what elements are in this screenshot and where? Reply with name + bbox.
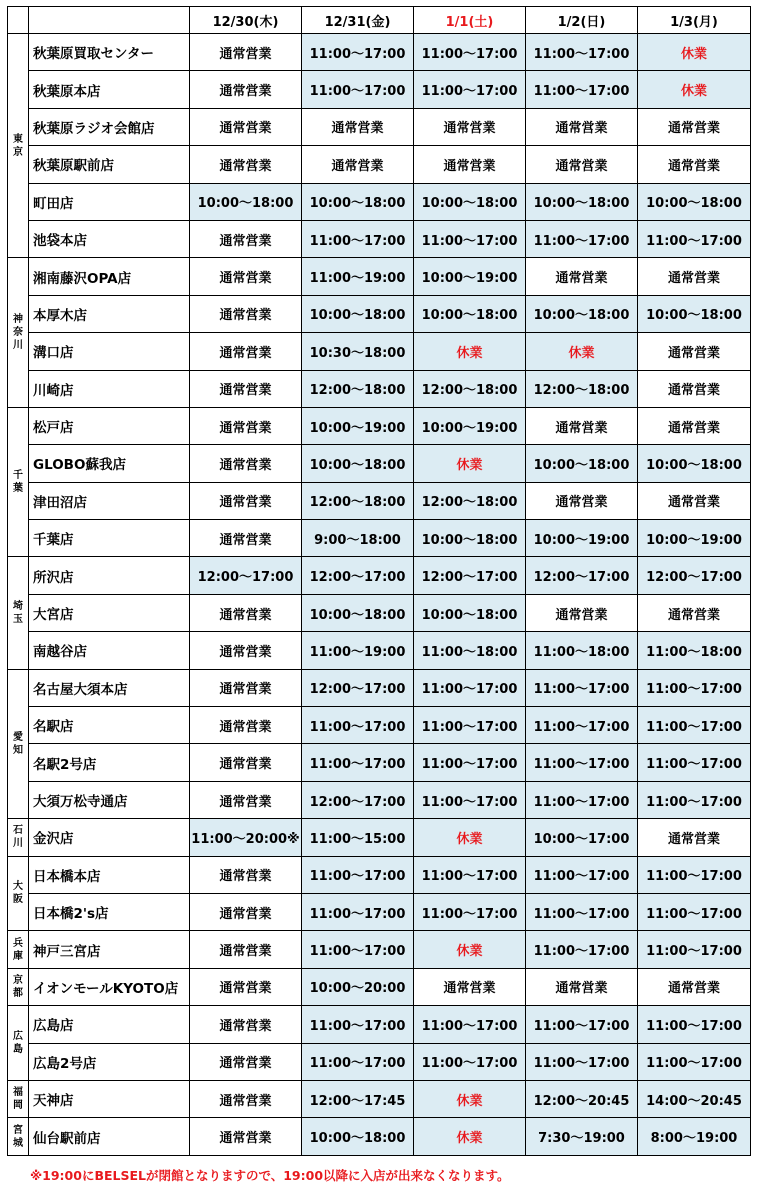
hours-cell: 通常営業 xyxy=(190,856,302,893)
date-header: 1/3(月) xyxy=(638,7,751,34)
hours-cell: 11:00〜17:00 xyxy=(638,893,751,930)
date-header: 1/2(日) xyxy=(526,7,638,34)
hours-cell: 12:00〜18:00 xyxy=(414,370,526,407)
store-name: 千葉店 xyxy=(29,520,190,557)
hours-cell: 12:00〜17:00 xyxy=(414,557,526,594)
hours-cell: 通常営業 xyxy=(190,1118,302,1155)
table-row xyxy=(8,931,751,968)
region-name: 千葉 xyxy=(13,470,23,495)
hours-cell: 通常営業 xyxy=(526,146,638,183)
hours-cell: 12:00〜17:00 xyxy=(302,557,414,594)
hours-cell: 休業 xyxy=(414,445,526,482)
table-row xyxy=(8,1043,751,1080)
store-name: 松戸店 xyxy=(29,407,190,444)
hours-cell: 12:00〜17:00 xyxy=(526,557,638,594)
hours-cell: 11:00〜17:00 xyxy=(302,220,414,257)
hours-cell: 10:00〜20:00 xyxy=(302,968,414,1005)
region-name: 広島 xyxy=(13,1031,23,1056)
hours-cell: 12:00〜18:00 xyxy=(414,482,526,519)
region-label xyxy=(8,856,29,931)
hours-cell: 8:00〜19:00 xyxy=(638,1118,751,1155)
table-row xyxy=(8,856,751,893)
table-row xyxy=(8,34,751,71)
hours-cell: 通常営業 xyxy=(190,707,302,744)
hours-cell: 通常営業 xyxy=(190,931,302,968)
store-name: 町田店 xyxy=(29,183,190,220)
footnote: ※19:00にBELSELが閉館となりますので、19:00以降に入店が出来なくなります。 xyxy=(30,1168,510,1183)
hours-cell: 7:30〜19:00 xyxy=(526,1118,638,1155)
region-label xyxy=(8,1118,29,1155)
hours-cell: 10:00〜17:00 xyxy=(526,819,638,856)
hours-cell: 11:00〜17:00 xyxy=(638,781,751,818)
hours-cell: 通常営業 xyxy=(190,893,302,930)
hours-cell: 通常営業 xyxy=(638,594,751,631)
store-name: 広島2号店 xyxy=(29,1043,190,1080)
hours-cell: 10:00〜18:00 xyxy=(414,295,526,332)
region-name: 愛知 xyxy=(13,731,23,756)
hours-cell: 11:00〜17:00 xyxy=(414,71,526,108)
store-name: 神戸三宮店 xyxy=(29,931,190,968)
table-row xyxy=(8,632,751,669)
hours-cell: 12:00〜17:00 xyxy=(302,669,414,706)
hours-cell: 通常営業 xyxy=(638,370,751,407)
date-header: 12/30(木) xyxy=(190,7,302,34)
table-row xyxy=(8,1118,751,1155)
table-row xyxy=(8,893,751,930)
hours-cell: 11:00〜18:00 xyxy=(414,632,526,669)
hours-cell: 10:00〜19:00 xyxy=(302,407,414,444)
store-name: 天神店 xyxy=(29,1080,190,1117)
hours-cell: 通常営業 xyxy=(414,146,526,183)
hours-cell: 10:00〜18:00 xyxy=(414,520,526,557)
store-name: 南越谷店 xyxy=(29,632,190,669)
region-label xyxy=(8,669,29,819)
date-header: 1/1(土) xyxy=(414,7,526,34)
hours-cell: 11:00〜17:00 xyxy=(638,1006,751,1043)
hours-cell: 11:00〜17:00 xyxy=(526,781,638,818)
table-row xyxy=(8,370,751,407)
hours-cell: 11:00〜15:00 xyxy=(302,819,414,856)
hours-cell: 通常営業 xyxy=(190,669,302,706)
hours-cell: 10:00〜18:00 xyxy=(190,183,302,220)
hours-cell: 10:00〜18:00 xyxy=(302,594,414,631)
store-name: 湘南藤沢OPA店 xyxy=(29,258,190,295)
hours-cell: 11:00〜17:00 xyxy=(526,669,638,706)
table-row xyxy=(8,71,751,108)
hours-cell: 通常営業 xyxy=(190,632,302,669)
hours-cell: 通常営業 xyxy=(190,407,302,444)
hours-cell: 10:00〜18:00 xyxy=(526,445,638,482)
hours-cell: 11:00〜18:00 xyxy=(638,632,751,669)
hours-cell: 通常営業 xyxy=(638,333,751,370)
hours-cell: 休業 xyxy=(526,333,638,370)
hours-cell: 12:00〜17:45 xyxy=(302,1080,414,1117)
table-row xyxy=(8,520,751,557)
store-name: 広島店 xyxy=(29,1006,190,1043)
hours-cell: 12:00〜17:00 xyxy=(190,557,302,594)
hours-cell: 通常営業 xyxy=(638,819,751,856)
hours-cell: 14:00〜20:45 xyxy=(638,1080,751,1117)
hours-cell: 11:00〜17:00 xyxy=(414,893,526,930)
region-label xyxy=(8,407,29,557)
hours-cell: 通常営業 xyxy=(414,968,526,1005)
hours-cell: 11:00〜17:00 xyxy=(526,707,638,744)
table-row xyxy=(8,295,751,332)
hours-cell: 通常営業 xyxy=(190,333,302,370)
hours-cell: 10:30〜18:00 xyxy=(302,333,414,370)
hours-cell: 通常営業 xyxy=(190,220,302,257)
hours-cell: 通常営業 xyxy=(302,108,414,145)
region-name: 東京 xyxy=(13,133,23,158)
hours-cell: 11:00〜17:00 xyxy=(414,1006,526,1043)
hours-cell: 10:00〜18:00 xyxy=(638,445,751,482)
hours-cell: 通常営業 xyxy=(190,520,302,557)
hours-cell: 11:00〜17:00 xyxy=(638,220,751,257)
hours-cell: 10:00〜18:00 xyxy=(302,295,414,332)
region-name: 神奈川 xyxy=(13,314,23,352)
hours-cell: 通常営業 xyxy=(190,108,302,145)
hours-cell: 通常営業 xyxy=(190,370,302,407)
hours-cell: 11:00〜17:00 xyxy=(302,707,414,744)
region-label xyxy=(8,1080,29,1117)
hours-cell: 11:00〜20:00※ xyxy=(190,819,302,856)
table-row xyxy=(8,744,751,781)
hours-cell: 11:00〜17:00 xyxy=(638,931,751,968)
hours-cell: 11:00〜17:00 xyxy=(526,71,638,108)
hours-cell: 11:00〜17:00 xyxy=(302,744,414,781)
table-row xyxy=(8,220,751,257)
table-row xyxy=(8,594,751,631)
hours-cell: 11:00〜17:00 xyxy=(638,669,751,706)
hours-cell: 11:00〜17:00 xyxy=(302,856,414,893)
hours-cell: 通常営業 xyxy=(638,258,751,295)
store-name: 秋葉原駅前店 xyxy=(29,146,190,183)
store-name: 日本橋2's店 xyxy=(29,893,190,930)
table-row xyxy=(8,669,751,706)
hours-cell: 11:00〜17:00 xyxy=(526,1006,638,1043)
hours-cell: 10:00〜18:00 xyxy=(302,1118,414,1155)
table-row xyxy=(8,445,751,482)
hours-cell: 休業 xyxy=(414,333,526,370)
hours-cell: 11:00〜17:00 xyxy=(302,1043,414,1080)
store-name: 大宮店 xyxy=(29,594,190,631)
store-name: 大須万松寺通店 xyxy=(29,781,190,818)
table-row xyxy=(8,146,751,183)
hours-cell: 通常営業 xyxy=(190,445,302,482)
hours-cell: 通常営業 xyxy=(190,744,302,781)
hours-cell: 11:00〜17:00 xyxy=(638,707,751,744)
hours-cell: 11:00〜17:00 xyxy=(414,34,526,71)
region-label xyxy=(8,1006,29,1081)
hours-cell: 休業 xyxy=(414,931,526,968)
store-name: 池袋本店 xyxy=(29,220,190,257)
store-name: 津田沼店 xyxy=(29,482,190,519)
hours-cell: 11:00〜17:00 xyxy=(526,34,638,71)
hours-cell: 12:00〜18:00 xyxy=(302,370,414,407)
hours-cell: 通常営業 xyxy=(190,968,302,1005)
hours-cell: 通常営業 xyxy=(190,295,302,332)
store-name: 川崎店 xyxy=(29,370,190,407)
hours-cell: 通常営業 xyxy=(190,1006,302,1043)
hours-cell: 通常営業 xyxy=(526,407,638,444)
region-label xyxy=(8,258,29,408)
hours-cell: 11:00〜17:00 xyxy=(526,1043,638,1080)
hours-cell: 11:00〜17:00 xyxy=(302,893,414,930)
hours-cell: 通常営業 xyxy=(190,1043,302,1080)
hours-cell: 通常営業 xyxy=(526,258,638,295)
hours-cell: 12:00〜18:00 xyxy=(302,482,414,519)
hours-cell: 10:00〜19:00 xyxy=(414,258,526,295)
hours-cell: 11:00〜17:00 xyxy=(526,744,638,781)
table-row xyxy=(8,781,751,818)
table-row xyxy=(8,1006,751,1043)
hours-cell: 11:00〜17:00 xyxy=(414,744,526,781)
date-header: 12/31(金) xyxy=(302,7,414,34)
hours-cell: 11:00〜17:00 xyxy=(638,1043,751,1080)
hours-cell: 11:00〜17:00 xyxy=(526,220,638,257)
region-name: 福岡 xyxy=(13,1087,23,1112)
hours-cell: 通常営業 xyxy=(526,482,638,519)
region-name: 埼玉 xyxy=(13,601,23,626)
hours-cell: 12:00〜18:00 xyxy=(526,370,638,407)
hours-cell: 通常営業 xyxy=(190,781,302,818)
hours-cell: 10:00〜19:00 xyxy=(414,407,526,444)
hours-cell: 11:00〜17:00 xyxy=(302,34,414,71)
store-name: 名駅2号店 xyxy=(29,744,190,781)
table-row xyxy=(8,819,751,856)
store-name: 秋葉原ラジオ会館店 xyxy=(29,108,190,145)
hours-cell: 休業 xyxy=(414,819,526,856)
hours-cell: 11:00〜17:00 xyxy=(414,669,526,706)
hours-cell: 通常営業 xyxy=(190,146,302,183)
store-name: GLOBO蘇我店 xyxy=(29,445,190,482)
hours-cell: 11:00〜17:00 xyxy=(414,707,526,744)
table-row xyxy=(8,968,751,1005)
region-name: 宮城 xyxy=(13,1124,23,1149)
hours-cell: 通常営業 xyxy=(526,108,638,145)
hours-cell: 通常営業 xyxy=(638,482,751,519)
store-name: 秋葉原買取センター xyxy=(29,34,190,71)
region-label xyxy=(8,34,29,258)
hours-cell: 通常営業 xyxy=(526,968,638,1005)
header-corner-region xyxy=(8,7,29,34)
hours-cell: 通常営業 xyxy=(638,146,751,183)
hours-cell: 12:00〜20:45 xyxy=(526,1080,638,1117)
header-corner-store xyxy=(29,7,190,34)
store-name: 名古屋大須本店 xyxy=(29,669,190,706)
hours-cell: 9:00〜18:00 xyxy=(302,520,414,557)
hours-cell: 11:00〜17:00 xyxy=(638,744,751,781)
hours-cell: 休業 xyxy=(414,1118,526,1155)
region-label xyxy=(8,968,29,1005)
hours-cell: 11:00〜17:00 xyxy=(302,931,414,968)
hours-cell: 通常営業 xyxy=(638,407,751,444)
region-name: 大阪 xyxy=(13,881,23,906)
store-name: 所沢店 xyxy=(29,557,190,594)
table-row xyxy=(8,557,751,594)
table-row xyxy=(8,108,751,145)
hours-cell: 休業 xyxy=(638,34,751,71)
table-row xyxy=(8,183,751,220)
region-name: 兵庫 xyxy=(13,937,23,962)
hours-cell: 通常営業 xyxy=(190,71,302,108)
hours-cell: 11:00〜17:00 xyxy=(526,931,638,968)
hours-cell: 休業 xyxy=(638,71,751,108)
hours-cell: 通常営業 xyxy=(302,146,414,183)
store-name: 本厚木店 xyxy=(29,295,190,332)
hours-cell: 11:00〜17:00 xyxy=(414,781,526,818)
table-row xyxy=(8,407,751,444)
hours-cell: 11:00〜19:00 xyxy=(302,632,414,669)
hours-cell: 通常営業 xyxy=(638,108,751,145)
hours-cell: 通常営業 xyxy=(190,594,302,631)
table-row xyxy=(8,1080,751,1117)
region-name: 京都 xyxy=(13,974,23,999)
region-label xyxy=(8,557,29,669)
hours-cell: 11:00〜17:00 xyxy=(526,856,638,893)
store-name: 金沢店 xyxy=(29,819,190,856)
region-label xyxy=(8,819,29,856)
hours-cell: 10:00〜19:00 xyxy=(638,520,751,557)
hours-cell: 12:00〜17:00 xyxy=(638,557,751,594)
store-name: 仙台駅前店 xyxy=(29,1118,190,1155)
table-row xyxy=(8,707,751,744)
hours-cell: 11:00〜17:00 xyxy=(526,893,638,930)
hours-cell: 10:00〜18:00 xyxy=(526,183,638,220)
store-name: 溝口店 xyxy=(29,333,190,370)
hours-cell: 通常営業 xyxy=(190,1080,302,1117)
hours-cell: 通常営業 xyxy=(190,258,302,295)
table-row xyxy=(8,258,751,295)
hours-cell: 通常営業 xyxy=(190,34,302,71)
hours-cell: 10:00〜19:00 xyxy=(526,520,638,557)
table-row xyxy=(8,333,751,370)
table-row xyxy=(8,482,751,519)
hours-cell: 11:00〜17:00 xyxy=(414,856,526,893)
hours-cell: 10:00〜18:00 xyxy=(414,594,526,631)
store-name: 名駅店 xyxy=(29,707,190,744)
hours-cell: 11:00〜17:00 xyxy=(414,220,526,257)
hours-cell: 11:00〜17:00 xyxy=(638,856,751,893)
hours-cell: 12:00〜17:00 xyxy=(302,781,414,818)
holiday-hours-table xyxy=(7,6,751,1156)
hours-cell: 通常営業 xyxy=(414,108,526,145)
hours-cell: 10:00〜18:00 xyxy=(302,445,414,482)
store-name: イオンモールKYOTO店 xyxy=(29,968,190,1005)
hours-cell: 10:00〜18:00 xyxy=(526,295,638,332)
hours-cell: 11:00〜17:00 xyxy=(302,1006,414,1043)
hours-cell: 10:00〜18:00 xyxy=(414,183,526,220)
hours-cell: 通常営業 xyxy=(526,594,638,631)
hours-cell: 10:00〜18:00 xyxy=(638,183,751,220)
hours-cell: 10:00〜18:00 xyxy=(302,183,414,220)
hours-cell: 11:00〜18:00 xyxy=(526,632,638,669)
hours-cell: 11:00〜19:00 xyxy=(302,258,414,295)
hours-cell: 11:00〜17:00 xyxy=(414,1043,526,1080)
hours-cell: 11:00〜17:00 xyxy=(302,71,414,108)
hours-cell: 休業 xyxy=(414,1080,526,1117)
region-label xyxy=(8,931,29,968)
store-name: 秋葉原本店 xyxy=(29,71,190,108)
hours-cell: 通常営業 xyxy=(638,968,751,1005)
region-name: 石川 xyxy=(13,825,23,850)
hours-cell: 10:00〜18:00 xyxy=(638,295,751,332)
store-name: 日本橋本店 xyxy=(29,856,190,893)
hours-cell: 通常営業 xyxy=(190,482,302,519)
header-row xyxy=(8,7,751,34)
